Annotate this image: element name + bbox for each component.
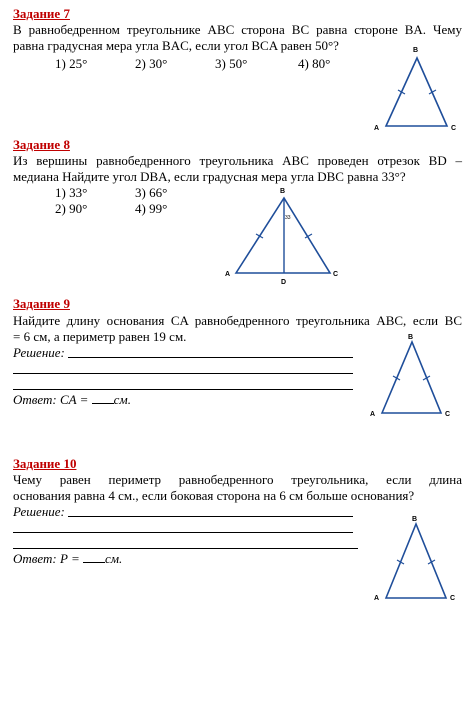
- task9-label-a: A: [370, 411, 376, 418]
- task8-question-line1: Из вершины равнобедренного треугольника ABC проведен отрезок BD –: [13, 153, 462, 168]
- task7-question-line1: В равнобедренном треугольнике ABC сторона BC равна стороне BA. Чему: [13, 22, 462, 37]
- task8-question-line2: медиана Найдите угол DBA, если градусная мера угла DBC равна 33°?: [13, 169, 406, 184]
- task10-question-line2: основания равна 4 см., если боковая сторона на 6 см больше основания?: [13, 488, 415, 503]
- task9-label-c: C: [445, 411, 451, 418]
- task9-answer-prefix: Ответ: CA =: [13, 392, 92, 407]
- task8-option-4: 4) 99°: [135, 201, 168, 216]
- task8-label-b: B: [280, 188, 286, 195]
- task8-option-2: 2) 90°: [55, 201, 88, 216]
- task10-title: Задание 10: [13, 456, 77, 471]
- task10-question-line1: Чему равен периметр равнобедренного треугольника, если длина: [13, 472, 462, 487]
- task7-label-a: A: [374, 125, 380, 132]
- task7-label-b: B: [413, 47, 419, 54]
- task8-option-3: 3) 66°: [135, 185, 168, 200]
- task10-label-c: C: [450, 595, 456, 602]
- task10-answer-prefix: Ответ: P =: [13, 551, 83, 566]
- task8-title: Задание 8: [13, 137, 70, 152]
- task7-label-c: C: [451, 125, 457, 132]
- task8-label-d: D: [281, 279, 287, 286]
- task8-label-c: C: [333, 271, 339, 278]
- task10-solution-label: Решение:: [13, 504, 65, 519]
- task8-angle-label: 33: [285, 215, 291, 221]
- task7-option-1: 1) 25°: [55, 56, 88, 71]
- task7-option-2: 2) 30°: [135, 56, 168, 71]
- task8-option-1: 1) 33°: [55, 185, 88, 200]
- task8-label-a: A: [225, 271, 231, 278]
- task10-answer-unit: см.: [104, 551, 123, 566]
- task10-triangle: [386, 524, 446, 598]
- task9-answer-unit: см.: [113, 392, 131, 407]
- task9-question-line2: = 6 см, а периметр равен 19 см.: [13, 329, 187, 344]
- task9-label-b: B: [408, 334, 414, 341]
- task10-label-a: A: [374, 595, 380, 602]
- task9-question-line1: Найдите длину основания CA равнобедренного треугольника ABC, если BC: [13, 313, 462, 328]
- task7-question-line2: равна градусная мера угла BAC, если угол BCA равен 50°?: [13, 38, 339, 53]
- task7-option-4: 4) 80°: [298, 56, 331, 71]
- task9-solution-label: Решение:: [13, 345, 65, 360]
- task7-title: Задание 7: [13, 6, 70, 21]
- task9-title: Задание 9: [13, 296, 70, 311]
- task7-option-3: 3) 50°: [215, 56, 248, 71]
- task10-label-b: B: [412, 516, 418, 523]
